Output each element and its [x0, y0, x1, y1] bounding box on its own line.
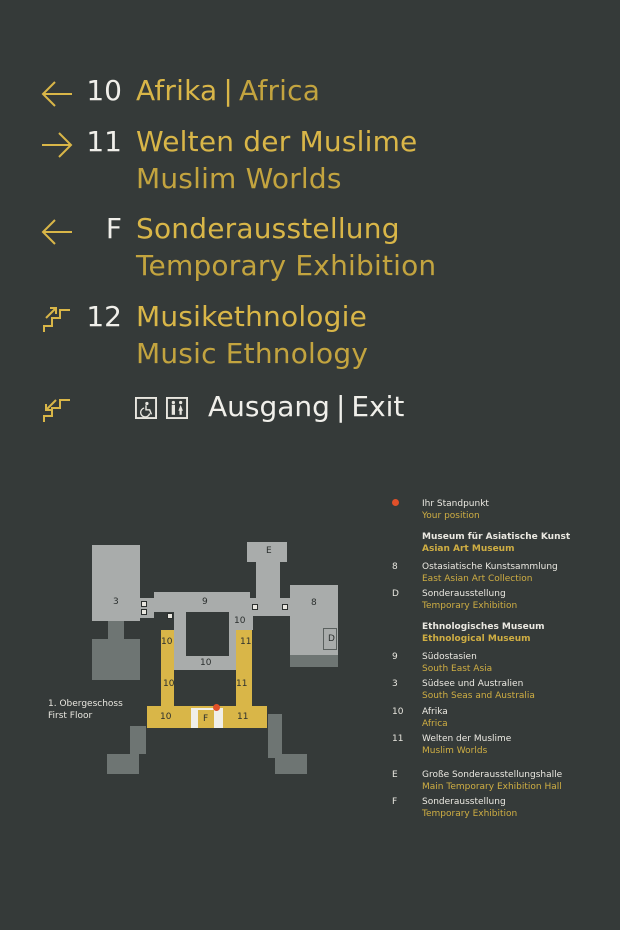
title-de: Sonderausstellung: [136, 212, 400, 245]
separator: |: [223, 74, 234, 107]
legend-de: Ethnologisches Museum: [422, 622, 545, 632]
exit-de: Ausgang: [208, 390, 330, 423]
title-de: Afrika: [136, 74, 218, 107]
legend-en: South Seas and Australia: [422, 691, 535, 701]
legend-en: Main Temporary Exhibition Hall: [422, 782, 562, 792]
legend-de: Ostasiatische Kunstsammlung: [422, 562, 558, 572]
map-wheelchair-icon: [167, 613, 173, 619]
separator: |: [335, 390, 346, 423]
room-label: 10: [234, 616, 246, 626]
lower-left-block: [107, 754, 139, 774]
stair-connector: [108, 621, 124, 639]
stairs-down-icon: [40, 392, 74, 424]
legend-key: F: [392, 797, 398, 807]
floor-label: [48, 698, 123, 722]
legend-en: East Asian Art Collection: [422, 574, 533, 584]
legend-en: Asian Art Museum: [422, 544, 515, 554]
connector-E: [256, 562, 280, 598]
room-label: 10: [161, 637, 173, 647]
wheelchair-wc-icon: [135, 397, 157, 419]
lower-wing-left: [92, 639, 140, 680]
room-3: [92, 545, 140, 621]
legend-de: Welten der Muslime: [422, 734, 512, 744]
legend-en: Temporary Exhibition: [422, 809, 518, 819]
legend-en: Africa: [422, 719, 448, 729]
title-de: Musikethnologie: [136, 300, 368, 333]
gallery-number: 10: [86, 74, 122, 107]
title-en: Music Ethnology: [136, 337, 369, 370]
title-en: Muslim Worlds: [136, 162, 342, 195]
legend-de: Sonderausstellung: [422, 797, 506, 807]
legend-key: 3: [392, 679, 398, 689]
legend-de: Ihr Standpunkt: [422, 499, 489, 509]
floor-label-de: 1. Obergeschoss: [48, 699, 123, 709]
restroom-icon: [166, 397, 188, 419]
legend-en: South East Asia: [422, 664, 493, 674]
legend-de: Museum für Asiatische Kunst: [422, 532, 571, 542]
legend-de: Südostasien: [422, 652, 477, 662]
room-label: 8: [311, 598, 317, 608]
title-de: Welten der Muslime: [136, 125, 418, 158]
legend-en: Ethnological Museum: [422, 634, 531, 644]
your-position-marker: [213, 704, 220, 711]
map-wc-icon: [252, 604, 258, 610]
room-label: D: [328, 634, 335, 644]
lower-right-block: [275, 754, 307, 774]
legend-key: 11: [392, 734, 404, 744]
lower-right-stair: [268, 714, 282, 758]
gallery-number: 12: [86, 300, 122, 333]
legend-key: D: [392, 589, 399, 599]
map-wc-icon: [282, 604, 288, 610]
arrow-left-icon: [40, 218, 74, 246]
legend-key: 8: [392, 562, 398, 572]
title-en: Temporary Exhibition: [136, 249, 437, 282]
map-wc-icon: [141, 609, 147, 615]
legend-en: Muslim Worlds: [422, 746, 488, 756]
room-label: 11: [240, 637, 252, 647]
room-label: 10: [200, 658, 212, 668]
map-lift-icon: [141, 601, 147, 607]
exit-en: Exit: [351, 390, 405, 423]
room-label: F: [203, 714, 209, 724]
room-label: 3: [113, 597, 119, 607]
position-dot-icon: [392, 499, 399, 506]
title-en: Africa: [239, 74, 321, 107]
legend-key: E: [392, 770, 398, 780]
gallery-number: 11: [86, 125, 122, 158]
legend-en: Your position: [422, 511, 480, 521]
legend-key: 10: [392, 707, 404, 717]
arrow-right-icon: [40, 131, 74, 159]
arrow-left-icon: [40, 80, 74, 108]
room-label: E: [266, 546, 272, 556]
room-label: 9: [202, 597, 208, 607]
legend-de: Südsee und Australien: [422, 679, 524, 689]
lower-left-stair: [130, 726, 146, 754]
gallery-letter: F: [105, 212, 122, 245]
room-label: 10: [160, 712, 172, 722]
legend-de: Sonderausstellung: [422, 589, 506, 599]
legend-key: 9: [392, 652, 398, 662]
lower-wing-right: [290, 655, 338, 667]
room-label: 11: [236, 679, 248, 689]
legend-en: Temporary Exhibition: [422, 601, 518, 611]
sign-title: [136, 74, 320, 107]
floor-label-en: First Floor: [48, 711, 93, 721]
legend-de: Große Sonderausstellungshalle: [422, 770, 563, 780]
room-label: 10: [163, 679, 175, 689]
exit-label: [208, 390, 404, 423]
legend-de: Afrika: [422, 707, 448, 717]
room-label: 11: [237, 712, 249, 722]
stairs-up-icon: [40, 302, 74, 334]
